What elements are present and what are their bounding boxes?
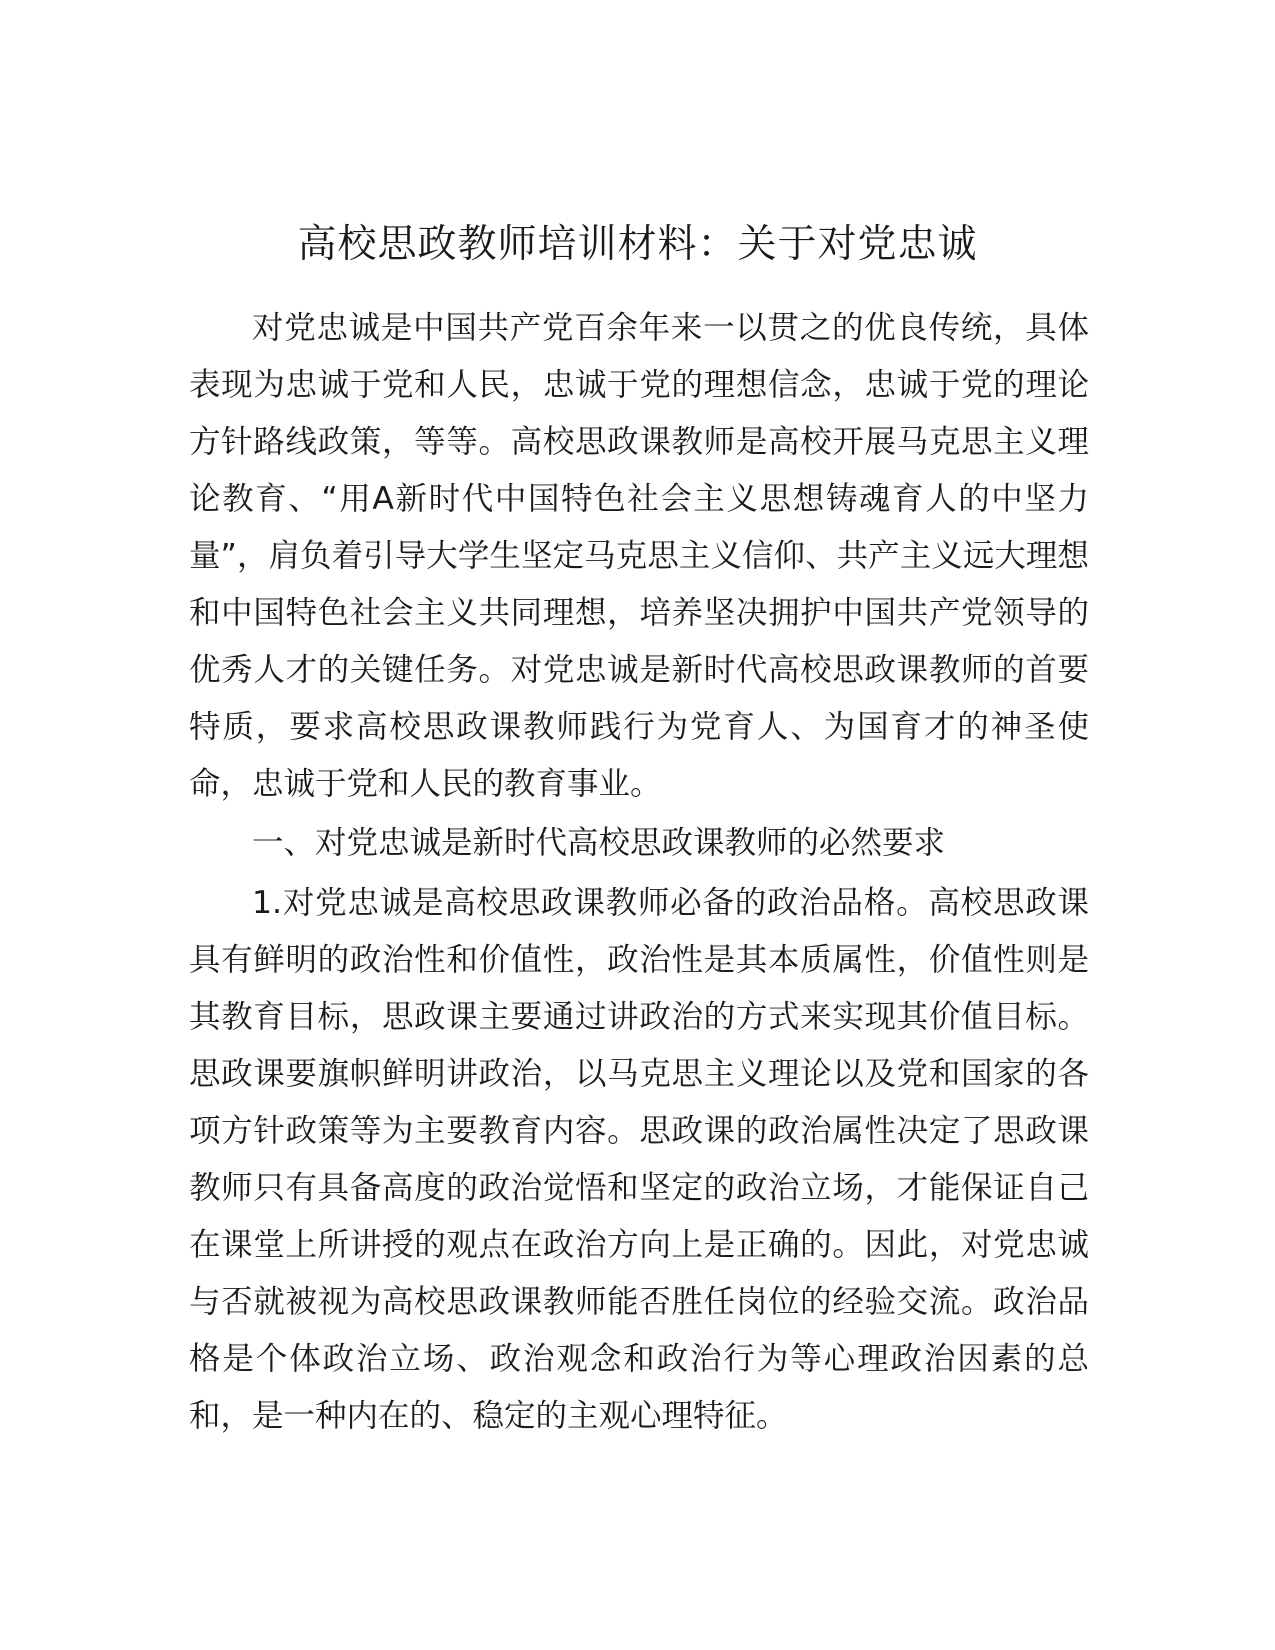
section-paragraph: 1.对党忠诚是高校思政课教师必备的政治品格。高校思政课具有鲜明的政治性和价值性，政治性是其本质属性，价值性则是其教育目标，思政课主要通过讲政治的方式来实现其价值目标。思政课要旗帜鲜明讲政治，以马克思主义理论以及党和国家的各项方针政策等为主要教育内容。思政课的政治属性决定了思政课教师只有具备高度的政治觉悟和坚定的政治立场，才能保证自己在课堂上所讲授的观点在政治方向上是正确的。因此，对党忠诚与否就被视为高校思政课教师能否胜任岗位的经验交流。政治品格是个体政治立场、政治观念和政治行为等心理政治因素的总和，是一种内在的、稳定的主观心理特征。 — [189, 885, 1089, 1434]
document-body — [189, 300, 1089, 1445]
document-title: 高校思政教师培训材料：关于对党忠诚 — [297, 222, 978, 267]
section-heading: 一、对党忠诚是新时代高校思政课教师的必然要求 — [252, 825, 946, 861]
intro-paragraph: 对党忠诚是中国共产党百余年来一以贯之的优良传统，具体表现为忠诚于党和人民，忠诚于党的理想信念，忠诚于党的理论方针路线政策，等等。高校思政课教师是高校开展马克思主义理论教育、“用A新时代中国特色社会主义思想铸魂育人的中坚力量”，肩负着引导大学生坚定马克思主义信仰、共产主义远大理想和中国特色社会主义共同理想，培养坚决拥护中国共产党领导的优秀人才的关键任务。对党忠诚是新时代高校思政课教师的首要特质，要求高校思政课教师践行为党育人、为国育才的神圣使命，忠诚于党和人民的教育事业。 — [189, 310, 1089, 802]
